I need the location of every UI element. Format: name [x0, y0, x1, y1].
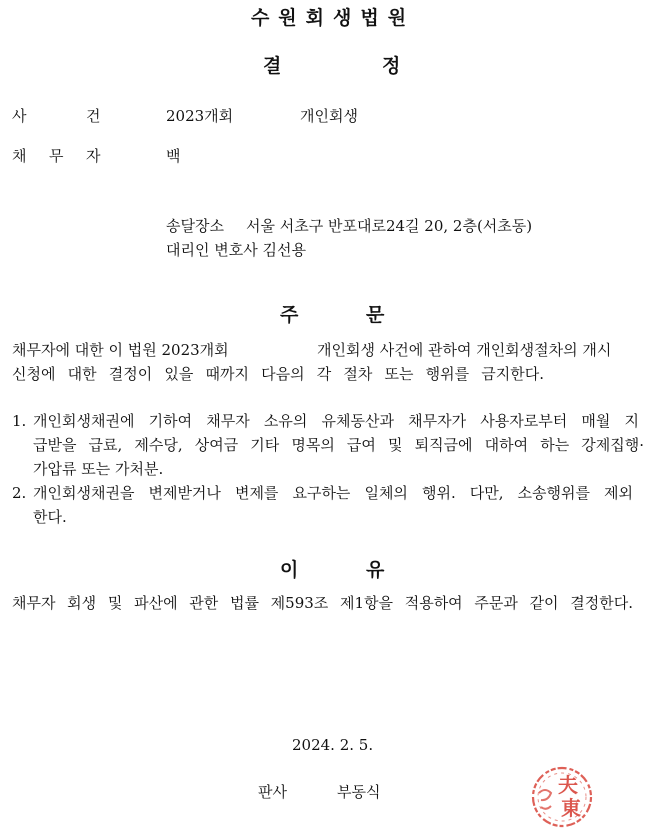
- seal-char-1: 夫: [558, 773, 578, 797]
- order-intro-line1-a: 채무자에 대한 이 법원 2023개회: [12, 341, 229, 359]
- judge-seal-stamp: [527, 763, 597, 829]
- order-heading-right: 문: [366, 304, 385, 326]
- order-item-1-line: 급받을 급료, 제수당, 상여금 기타 명목의 급여 및 퇴직금에 대하여 하는 강제집행·: [33, 436, 644, 454]
- case-label-char-1: 사: [12, 107, 27, 125]
- debtor-label-char-2: 무: [49, 147, 64, 165]
- debtor-name: 백: [166, 147, 181, 165]
- agent-line: 대리인 변호사 김선용: [166, 241, 306, 259]
- reason-heading-left: 이: [280, 559, 299, 581]
- judge-name: 부동식: [337, 783, 381, 801]
- reason-heading-right: 유: [366, 559, 385, 581]
- decision-date: 2024. 2. 5.: [292, 736, 374, 754]
- order-item-2-line: 한다.: [33, 508, 67, 526]
- order-item-2-line: 개인회생채권을 변제받거나 변제를 요구하는 일체의 행위. 다만, 소송행위를 제외: [33, 484, 633, 502]
- court-name: 수원회생법원: [250, 7, 416, 29]
- debtor-label-char-1: 채: [12, 147, 27, 165]
- seal-char-2: 東: [561, 796, 581, 820]
- seal-mark: [539, 790, 551, 809]
- order-heading-left: 주: [280, 304, 299, 326]
- judge-title: 판사: [258, 783, 287, 801]
- case-label-char-2: 건: [86, 107, 101, 125]
- order-intro-line2: 신청에 대한 결정이 있을 때까지 다음의 각 절차 또는 행위를 금지한다.: [12, 365, 544, 383]
- debtor-label-char-3: 자: [86, 147, 101, 165]
- document-title-left: 결: [263, 55, 282, 77]
- order-item-1-number: 1.: [12, 412, 27, 430]
- delivery-label: 송달장소: [166, 217, 224, 235]
- reason-text: 채무자 회생 및 파산에 관한 법률 제593조 제1항을 적용하여 주문과 같이 결정한다.: [12, 594, 633, 612]
- document-title-right: 정: [382, 55, 401, 77]
- case-number: 2023개회: [166, 107, 234, 125]
- order-item-1-line: 개인회생채권에 기하여 채무자 소유의 유체동산과 채무자가 사용자로부터 매월 지: [33, 412, 639, 430]
- case-type: 개인회생: [300, 107, 358, 125]
- order-intro-line1-b: 개인회생 사건에 관하여 개인회생절차의 개시: [317, 341, 612, 359]
- order-item-1-line: 가압류 또는 가처분.: [33, 460, 164, 478]
- order-item-2-number: 2.: [12, 484, 27, 502]
- delivery-address: 서울 서초구 반포대로24길 20, 2층(서초동): [246, 217, 533, 235]
